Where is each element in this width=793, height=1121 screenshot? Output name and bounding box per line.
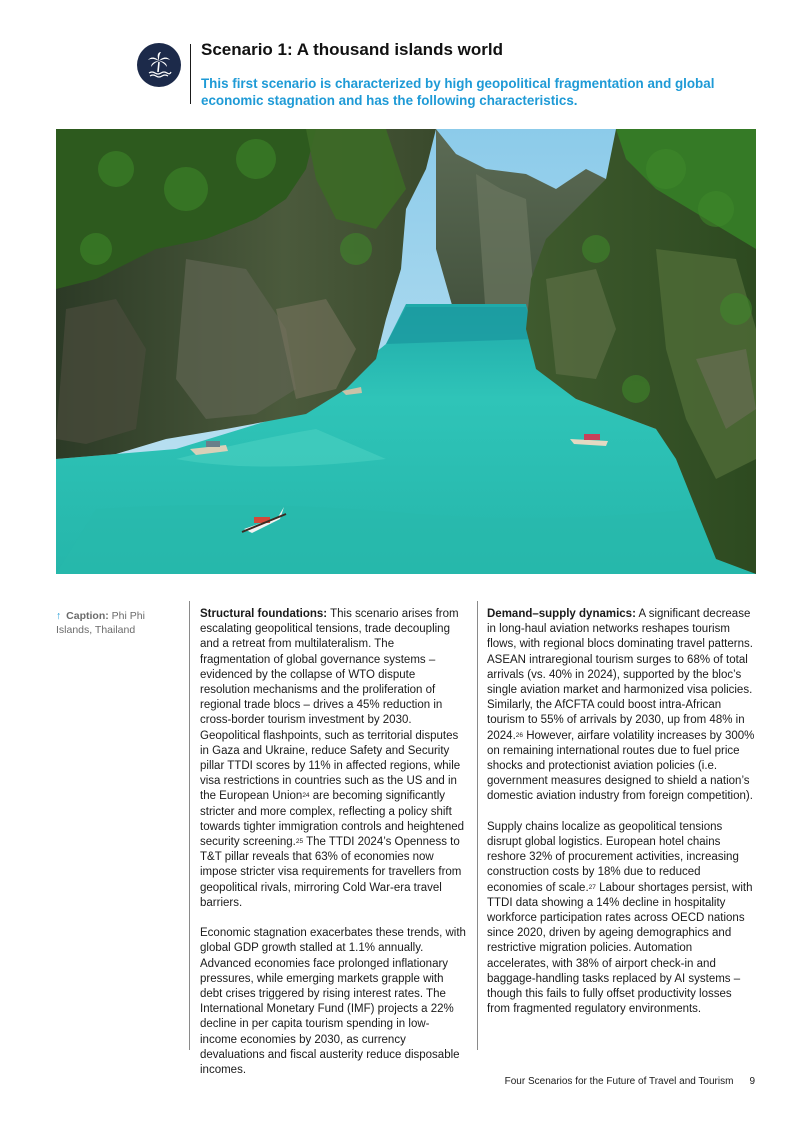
paragraph-text: Supply chains localize as geopolitical tensions disrupt global logistics. European hotel chains reshore 32% of procurement activities, increasing construction costs by 18% due to reduced economies of scale. bbox=[487, 820, 739, 894]
caption-label: Caption: bbox=[66, 610, 109, 622]
paragraph-lead: Demand–supply dynamics: bbox=[487, 608, 636, 620]
caption-text: Phi Phi Islands, Thailand bbox=[56, 610, 145, 636]
lagoon-photo bbox=[56, 129, 756, 574]
paragraph-text: are becoming significantly stricter and more complex, reflecting a policy shift towards tighter immigration controls and heightened security screening. bbox=[200, 790, 465, 849]
paragraph-text: This scenario arises from escalating geopolitical tensions, trade decoupling and a retreat from multilateralism. The fragmentation of global governance systems – evidenced by the collapse of WTO dispute resolution mechanisms and the proliferation of regional trade blocs – drives a 45% reduction in cross-border tourism investment by 2030. Geopolitical flashpoints, such as territorial disputes in Gaza and Ukraine, reduce Safety and Security pillar TTDI scores by 11% in affected regions, while visa restrictions in countries such as the US and in the European Union bbox=[200, 608, 461, 803]
photo-caption bbox=[56, 609, 146, 637]
footnote-ref[interactable]: 27 bbox=[588, 883, 596, 891]
left-column bbox=[200, 607, 466, 1093]
header-divider bbox=[190, 44, 191, 104]
paragraph-text: However, airfare volatility increases by 300% on remaining international routes due to fuel price shocks and protectionist aviation policies (i.e. government measures designed to shield a nation’s domestic aviation industry from foreign competition). bbox=[487, 729, 755, 803]
paragraph-text: A significant decrease in long-haul aviation networks reshapes tourism flows, with regional blocs dominating travel patterns. ASEAN intraregional tourism surges to 68% of total arrivals (vs. 40% in 2024), supported by the bloc’s single aviation market and harmonized visa policies. Similarly, the AfCFTA could boost intra-African tourism to 55% of arrivals by 2030, up from 48% in 2024. bbox=[487, 608, 753, 742]
right-column bbox=[487, 607, 757, 1033]
right-column-divider bbox=[477, 601, 478, 1050]
paragraph-supply-chains bbox=[487, 820, 757, 1018]
scenario-title: Scenario 1: A thousand islands world bbox=[201, 40, 503, 59]
palm-tree-island-icon bbox=[137, 43, 181, 87]
page-footer bbox=[505, 1076, 755, 1087]
footnote-ref[interactable]: 24 bbox=[302, 792, 310, 800]
paragraph-text: The TTDI 2024’s Openness to T&T pillar reveals that 63% of economies now impose stricter visa requirements for travellers from geopolitical rivals, mirroring Cold War-era travel barriers. bbox=[200, 836, 462, 909]
paragraph-economic-stagnation: Economic stagnation exacerbates these trends, with global GDP growth stalled at 1.1% annually. Advanced economies face prolonged inflationary pressures, while emerging markets grapple with debt crises triggered by rising interest rates. The International Monetary Fund (IMF) projects a 22% decline in per capita tourism spending in low-income economies by 2030, as currency devaluations and fiscal austerity reduce disposable incomes. bbox=[200, 927, 466, 1077]
footnote-ref[interactable]: 25 bbox=[295, 838, 304, 846]
paragraph-lead: Structural foundations: bbox=[200, 608, 328, 620]
paragraph-text: Labour shortages persist, with TTDI data showing a 14% decline in hospitality workforce participation rates across OECD nations since 2020, driven by ageing demographics and restrictive migration policies. Automation accelerates, with 38% of airport check-in and baggage-handling tasks replaced by AI systems – though this fails to fully offset productivity losses from fragmented regulatory environments. bbox=[487, 881, 753, 1016]
footnote-ref[interactable]: 26 bbox=[515, 731, 524, 739]
paragraph-demand-supply bbox=[487, 607, 757, 805]
report-title: Four Scenarios for the Future of Travel and Tourism bbox=[504, 1076, 734, 1087]
page-number: 9 bbox=[749, 1076, 755, 1087]
arrow-up-icon: ↑ bbox=[56, 610, 62, 622]
left-column-divider bbox=[189, 601, 190, 1050]
scenario-subtitle: This first scenario is characterized by high geopolitical fragmentation and global economic stagnation and has the following characteristics. bbox=[201, 76, 715, 108]
paragraph-structural-foundations bbox=[200, 607, 466, 911]
